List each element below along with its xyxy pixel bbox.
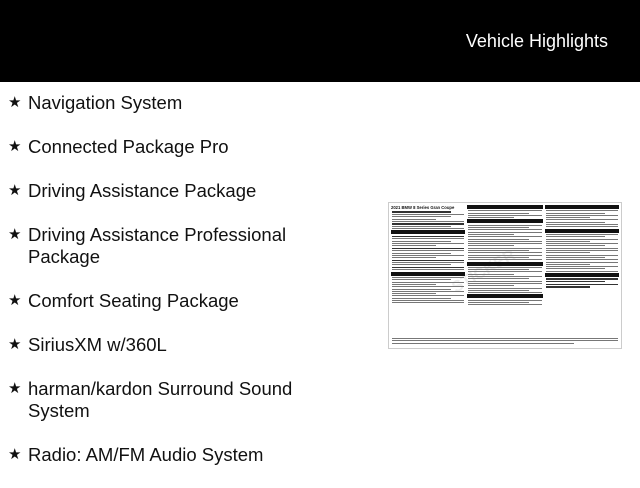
list-item: [8, 290, 338, 312]
feature-label: Radio: AM/FM Audio System: [28, 444, 264, 465]
list-item: [8, 224, 338, 268]
list-item: [8, 378, 338, 422]
sticker-column-left: [391, 205, 465, 305]
sticker-footer: [391, 337, 619, 345]
sticker-column-middle: [467, 205, 543, 307]
page-title: Vehicle Highlights: [465, 31, 608, 51]
feature-list: [8, 92, 338, 488]
window-sticker-image[interactable]: [388, 202, 622, 349]
sticker-section-bar: [467, 262, 543, 266]
star-icon: ★: [8, 380, 22, 397]
feature-label: Connected Package Pro: [28, 136, 229, 157]
star-icon: ★: [8, 94, 22, 111]
feature-label: harman/kardon Surround Sound System: [28, 378, 293, 421]
list-item: [8, 92, 338, 114]
star-icon: ★: [8, 182, 22, 199]
sticker-section-bar: [545, 205, 619, 209]
sticker-section-bar: [545, 229, 619, 233]
star-icon: ★: [8, 336, 22, 353]
star-icon: ★: [8, 446, 22, 463]
feature-label: Driving Assistance Package: [28, 180, 257, 201]
list-item: [8, 180, 338, 202]
sticker-title: 2021 BMW 8 Series Gran Coupe: [391, 205, 455, 210]
feature-label: Driving Assistance Professional Package: [28, 224, 287, 267]
sticker-column-right: [545, 205, 619, 289]
sticker-section-bar: [467, 205, 543, 209]
list-item: [8, 444, 338, 466]
star-icon: ★: [8, 226, 22, 243]
sticker-section-bar: [391, 272, 465, 276]
sticker-section-bar: [467, 294, 543, 298]
sticker-section-bar: [467, 219, 543, 223]
feature-label: Comfort Seating Package: [28, 290, 239, 311]
sticker-section-bar: [545, 273, 619, 277]
list-item: [8, 334, 338, 356]
header-bar: [0, 0, 640, 82]
feature-label: Navigation System: [28, 92, 183, 113]
star-icon: ★: [8, 292, 22, 309]
list-item: [8, 136, 338, 158]
feature-label: SiriusXM w/360L: [28, 334, 167, 355]
star-icon: ★: [8, 138, 22, 155]
sticker-section-bar: [391, 230, 465, 234]
